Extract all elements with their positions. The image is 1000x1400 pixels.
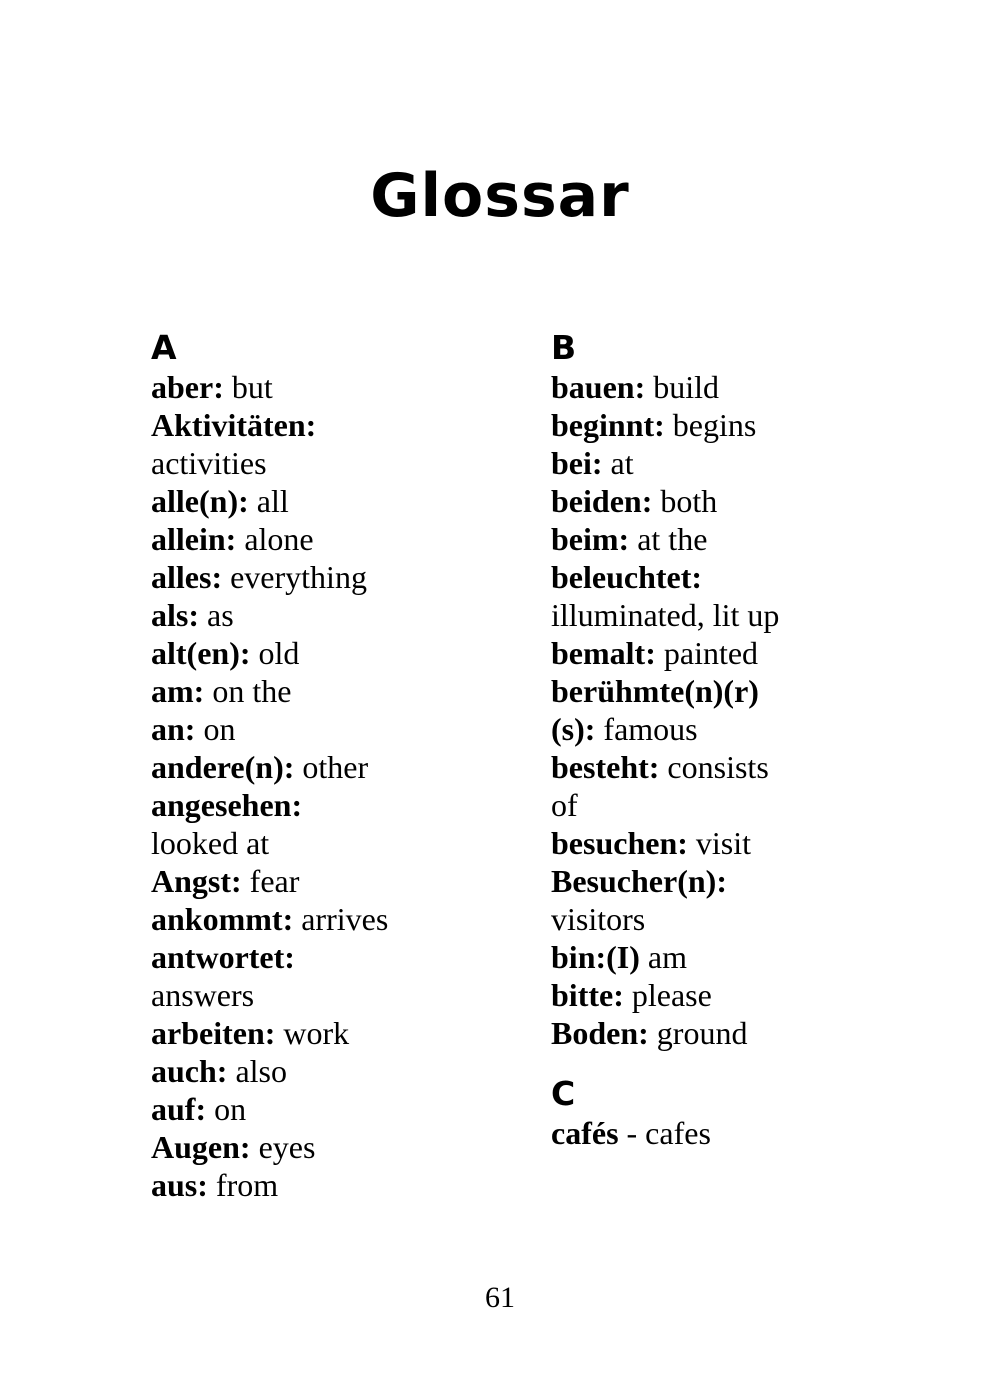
glossary-definition: of bbox=[551, 787, 578, 823]
glossary-term: Boden: bbox=[551, 1015, 649, 1051]
glossary-term: bin:(I) bbox=[551, 939, 640, 975]
glossary-entry bbox=[551, 368, 851, 406]
glossary-term: bei: bbox=[551, 445, 603, 481]
glossary-entry bbox=[151, 672, 481, 710]
glossary-entry bbox=[551, 862, 851, 900]
glossary-term: als: bbox=[151, 597, 199, 633]
section-letter-c: C bbox=[551, 1074, 576, 1113]
glossary-term: besteht: bbox=[551, 749, 660, 785]
glossary-definition: as bbox=[199, 597, 234, 633]
glossary-entry bbox=[151, 748, 481, 786]
glossary-definition: activities bbox=[151, 445, 267, 481]
glossary-entry bbox=[151, 938, 481, 976]
glossary-term: Aktivitäten: bbox=[151, 407, 317, 443]
glossary-definition: painted bbox=[655, 635, 759, 671]
glossary-entry bbox=[151, 406, 481, 444]
glossary-definition: eyes bbox=[250, 1129, 316, 1165]
glossary-entry bbox=[151, 1128, 481, 1166]
glossary-entry bbox=[151, 596, 481, 634]
glossary-entry bbox=[551, 824, 851, 862]
glossary-entry bbox=[151, 634, 481, 672]
glossary-entry bbox=[151, 976, 481, 1014]
glossary-term: arbeiten: bbox=[151, 1015, 276, 1051]
glossary-term: cafés bbox=[551, 1115, 619, 1151]
glossary-definition: on bbox=[206, 1091, 247, 1127]
glossary-definition: alone bbox=[236, 521, 314, 557]
glossary-term: ankommt: bbox=[151, 901, 294, 937]
glossary-term: alt(en): bbox=[151, 635, 251, 671]
glossary-definition: illuminated, lit up bbox=[551, 597, 780, 633]
glossary-term: antwortet: bbox=[151, 939, 295, 975]
glossary-definition: please bbox=[623, 977, 712, 1013]
section-letter-b: B bbox=[551, 328, 577, 367]
glossary-entry bbox=[551, 976, 851, 1014]
glossary-term: berühmte(n)(r) bbox=[551, 673, 759, 709]
glossary-definition: looked at bbox=[151, 825, 270, 861]
glossary-term: beim: bbox=[551, 521, 630, 557]
glossary-definition: both bbox=[652, 483, 718, 519]
glossary-definition: begins bbox=[664, 407, 757, 443]
glossary-term: Angst: bbox=[151, 863, 242, 899]
glossary-entry bbox=[551, 786, 851, 824]
glossary-term: auf: bbox=[151, 1091, 207, 1127]
glossary-definition: from bbox=[207, 1167, 279, 1203]
glossary-entry bbox=[151, 862, 481, 900]
glossary-entry bbox=[151, 520, 481, 558]
glossary-entry bbox=[151, 786, 481, 824]
glossary-term: aus: bbox=[151, 1167, 208, 1203]
glossary-definition: consists bbox=[659, 749, 769, 785]
glossary-term: beiden: bbox=[551, 483, 653, 519]
glossary-entry bbox=[151, 558, 481, 596]
page-title: Glossar bbox=[370, 161, 630, 231]
glossary-term: besuchen: bbox=[551, 825, 688, 861]
glossary-entry bbox=[551, 558, 851, 596]
glossary-entry bbox=[151, 368, 481, 406]
glossary-term: andere(n): bbox=[151, 749, 295, 785]
glossary-term: am: bbox=[151, 673, 205, 709]
glossary-entry bbox=[551, 1114, 851, 1152]
glossary-entry bbox=[551, 1014, 851, 1052]
glossary-definition: famous bbox=[595, 711, 698, 747]
glossary-entry bbox=[551, 596, 851, 634]
glossary-term: bitte: bbox=[551, 977, 624, 1013]
glossary-entry bbox=[551, 520, 851, 558]
glossary-definition: am bbox=[639, 939, 687, 975]
page-number: 61 bbox=[485, 1281, 515, 1314]
glossary-term: bemalt: bbox=[551, 635, 656, 671]
glossary-entry bbox=[551, 900, 851, 938]
glossary-term: bauen: bbox=[551, 369, 646, 405]
glossary-term: (s): bbox=[551, 711, 596, 747]
glossary-entry bbox=[151, 1052, 481, 1090]
glossary-column-left bbox=[151, 328, 481, 1204]
glossary-definition: build bbox=[645, 369, 720, 405]
glossary-term: alle(n): bbox=[151, 483, 249, 519]
glossary-definition: also bbox=[227, 1053, 287, 1089]
glossary-entry bbox=[551, 748, 851, 786]
glossary-entry bbox=[151, 900, 481, 938]
glossary-term: beginnt: bbox=[551, 407, 665, 443]
glossary-entry bbox=[551, 406, 851, 444]
glossary-definition: on bbox=[195, 711, 236, 747]
glossary-term: allein: bbox=[151, 521, 237, 557]
glossary-definition: on the bbox=[204, 673, 292, 709]
glossary-definition: ground bbox=[648, 1015, 748, 1051]
glossary-entry bbox=[151, 1166, 481, 1204]
glossary-definition: but bbox=[223, 369, 273, 405]
glossary-entry bbox=[551, 938, 851, 976]
glossary-definition: work bbox=[275, 1015, 350, 1051]
glossary-term: an: bbox=[151, 711, 196, 747]
glossary-definition: fear bbox=[241, 863, 300, 899]
glossary-entry bbox=[151, 1014, 481, 1052]
glossary-term: Augen: bbox=[151, 1129, 251, 1165]
glossary-entry bbox=[551, 444, 851, 482]
glossary-definition: at bbox=[602, 445, 634, 481]
glossary-definition: other bbox=[294, 749, 369, 785]
glossary-definition: everything bbox=[222, 559, 367, 595]
glossary-definition: visit bbox=[687, 825, 752, 861]
glossary-term: aber: bbox=[151, 369, 224, 405]
glossary-entry bbox=[551, 482, 851, 520]
glossary-entry bbox=[151, 1090, 481, 1128]
glossary-definition: answers bbox=[151, 977, 255, 1013]
glossary-definition: old bbox=[250, 635, 300, 671]
glossary-term: angesehen: bbox=[151, 787, 303, 823]
glossary-term: Besucher(n): bbox=[551, 863, 727, 899]
glossary-entry bbox=[551, 634, 851, 672]
glossary-entry bbox=[151, 482, 481, 520]
glossary-entry bbox=[151, 444, 481, 482]
glossary-definition: - cafes bbox=[618, 1115, 711, 1151]
glossary-entry bbox=[551, 710, 851, 748]
glossary-definition: all bbox=[248, 483, 289, 519]
glossary-column-right bbox=[551, 328, 851, 1152]
glossary-term: beleuchtet: bbox=[551, 559, 703, 595]
glossary-entry bbox=[151, 824, 481, 862]
glossary-definition: arrives bbox=[293, 901, 389, 937]
glossary-entry bbox=[151, 710, 481, 748]
glossary-definition: at the bbox=[629, 521, 708, 557]
glossary-definition: visitors bbox=[551, 901, 646, 937]
glossary-term: auch: bbox=[151, 1053, 228, 1089]
section-letter-a: A bbox=[151, 328, 177, 367]
glossary-entry bbox=[551, 672, 851, 710]
glossary-term: alles: bbox=[151, 559, 223, 595]
